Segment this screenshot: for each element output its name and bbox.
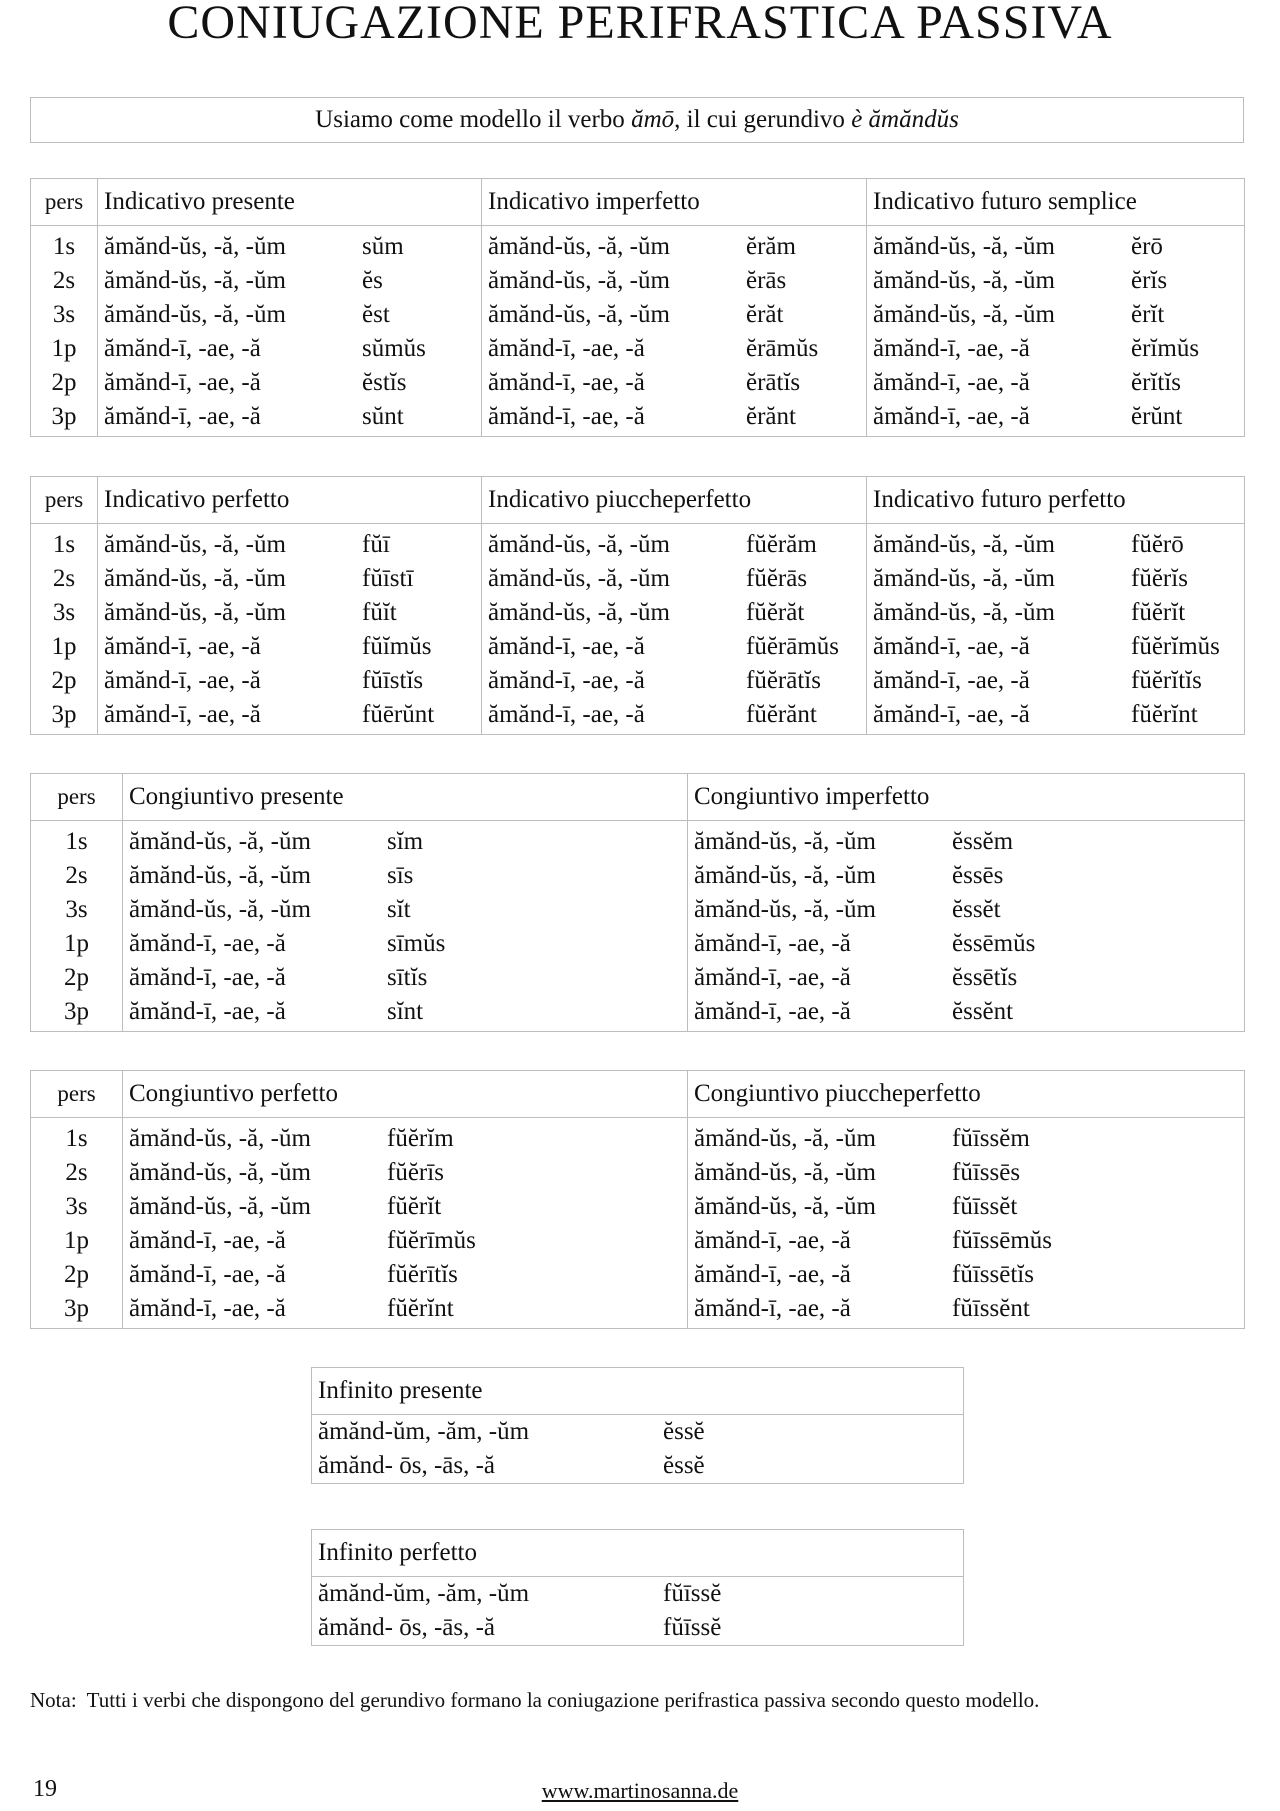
conjugation-row xyxy=(31,226,1245,265)
auxiliary-form: fŭīssēmŭs xyxy=(952,1227,1052,1254)
gerundive-stem: ămănd-ī, -ae, -ă xyxy=(873,369,1030,396)
gerundive-stem: ămănd-ŭs, -ă, -ŭm xyxy=(129,1125,311,1152)
auxiliary-form: fŭīssētĭs xyxy=(952,1261,1034,1288)
pers-header: pers xyxy=(31,774,123,821)
auxiliary-form: fŭĕrō xyxy=(1131,531,1184,558)
intro-text: Usiamo come modello il verbo xyxy=(315,106,632,133)
conjugation-cell xyxy=(98,332,482,366)
gerundive-stem: ămănd-ŭs, -ă, -ŭm xyxy=(873,565,1055,592)
conjugation-row xyxy=(31,1292,1245,1329)
gerundive-stem: ămănd-ī, -ae, -ă xyxy=(129,930,286,957)
auxiliary-form: fŭīssēs xyxy=(952,1159,1021,1186)
gerundive-stem: ămănd-ŭs, -ă, -ŭm xyxy=(873,301,1055,328)
gerundive-stem: ămănd-ī, -ae, -ă xyxy=(873,701,1030,728)
gerundive-stem: ămănd-ŭs, -ă, -ŭm xyxy=(129,1159,311,1186)
conjugation-row xyxy=(31,1258,1245,1292)
conjugation-row xyxy=(31,859,1245,893)
auxiliary-form: fŭī xyxy=(362,531,390,558)
gerundive-stem: ămănd-ŭs, -ă, -ŭm xyxy=(873,531,1055,558)
pers-header: pers xyxy=(31,1071,123,1118)
conjugation-cell xyxy=(98,562,482,596)
gerundive-stem: ămănd-ŭs, -ă, -ŭm xyxy=(488,599,670,626)
conjugation-cell xyxy=(482,524,867,563)
subjunctive-table-2 xyxy=(30,1070,1245,1329)
person-label: 2p xyxy=(31,1258,123,1292)
infinitive-row xyxy=(312,1611,964,1646)
conjugation-row xyxy=(31,961,1245,995)
conjugation-row xyxy=(31,1190,1245,1224)
person-label: 3s xyxy=(31,596,98,630)
auxiliary-form: fŭērŭnt xyxy=(362,701,435,728)
person-label: 3p xyxy=(31,1292,123,1329)
gerundive-stem: ămănd-ŭs, -ă, -ŭm xyxy=(694,828,876,855)
gerundive-stem: ămănd-ī, -ae, -ă xyxy=(694,1261,851,1288)
tense-heading: Congiuntivo perfetto xyxy=(123,1071,688,1118)
tense-heading: Indicativo perfetto xyxy=(98,477,482,524)
conjugation-row xyxy=(31,995,1245,1032)
conjugation-cell xyxy=(867,596,1245,630)
conjugation-cell xyxy=(123,961,688,995)
intro-box xyxy=(30,97,1244,143)
page-title: CONIUGAZIONE PERIFRASTICA PASSIVA xyxy=(167,0,1113,49)
gerundive-stem: ămănd-ī, -ae, -ă xyxy=(104,403,261,430)
infinitive-aux: fŭīssĕ xyxy=(663,1580,722,1607)
conjugation-cell xyxy=(867,332,1245,366)
gerundive-stem: ămănd-ī, -ae, -ă xyxy=(488,369,645,396)
conjugation-row xyxy=(31,596,1245,630)
conjugation-cell xyxy=(98,366,482,400)
conjugation-cell xyxy=(867,366,1245,400)
conjugation-cell xyxy=(123,1258,688,1292)
gerundive-stem: ămănd-ī, -ae, -ă xyxy=(873,667,1030,694)
conjugation-cell xyxy=(867,226,1245,265)
conjugation-row xyxy=(31,664,1245,698)
conjugation-row xyxy=(31,893,1245,927)
person-label: 1s xyxy=(31,821,123,860)
infinitive-heading: Infinito presente xyxy=(312,1368,964,1415)
gerundive-stem: ămănd-ī, -ae, -ă xyxy=(694,998,851,1025)
auxiliary-form: fŭĕrīs xyxy=(387,1159,444,1186)
website-link[interactable]: www.martinosanna.de xyxy=(541,1778,739,1803)
conjugation-cell xyxy=(867,298,1245,332)
gerundive-stem: ămănd-ŭs, -ă, -ŭm xyxy=(873,599,1055,626)
auxiliary-form: ĕrĭmŭs xyxy=(1131,335,1200,362)
auxiliary-form: fŭĕrĭt xyxy=(387,1193,442,1220)
conjugation-row xyxy=(31,698,1245,735)
conjugation-cell xyxy=(867,524,1245,563)
footnote xyxy=(30,1688,1260,1713)
auxiliary-form: fŭĭt xyxy=(362,599,397,626)
conjugation-cell xyxy=(688,927,1245,961)
gerundive-stem: ămănd-ī, -ae, -ă xyxy=(129,964,286,991)
person-label: 1s xyxy=(31,524,98,563)
infinitive-form: ămănd-ŭm, -ăm, -ŭm xyxy=(318,1580,530,1607)
conjugation-cell xyxy=(688,961,1245,995)
gerundive-stem: ămănd-ŭs, -ă, -ŭm xyxy=(694,896,876,923)
conjugation-cell xyxy=(98,400,482,437)
auxiliary-form: ĕrăm xyxy=(746,233,796,260)
page-number: 19 xyxy=(33,1776,57,1802)
gerundive-stem: ămănd-ī, -ae, -ă xyxy=(104,335,261,362)
gerundive-stem: ămănd-ī, -ae, -ă xyxy=(694,930,851,957)
indicative-table-2 xyxy=(30,476,1245,735)
gerundive-stem: ămănd-ŭs, -ă, -ŭm xyxy=(129,1193,311,1220)
conjugation-row xyxy=(31,927,1245,961)
auxiliary-form: fŭĕrītĭs xyxy=(387,1261,458,1288)
gerundive-stem: ămănd-ī, -ae, -ă xyxy=(873,335,1030,362)
conjugation-cell xyxy=(482,264,867,298)
infinitive-heading: Infinito perfetto xyxy=(312,1530,964,1577)
auxiliary-form: fŭīssĕt xyxy=(952,1193,1018,1220)
conjugation-cell xyxy=(98,226,482,265)
auxiliary-form: ĕssēs xyxy=(952,862,1004,889)
tense-heading: Congiuntivo piuccheperfetto xyxy=(688,1071,1245,1118)
auxiliary-form: fŭīssĕm xyxy=(952,1125,1030,1152)
conjugation-cell xyxy=(123,821,688,860)
person-label: 2p xyxy=(31,664,98,698)
conjugation-cell xyxy=(688,1224,1245,1258)
conjugation-cell xyxy=(123,1118,688,1157)
tense-heading: Indicativo presente xyxy=(98,179,482,226)
tense-heading: Indicativo futuro semplice xyxy=(867,179,1245,226)
gerundive-stem: ămănd-ŭs, -ă, -ŭm xyxy=(488,267,670,294)
conjugation-cell xyxy=(482,366,867,400)
intro-text-middle: , il cui gerundivo xyxy=(674,106,852,133)
note-label: Nota: xyxy=(30,1688,77,1712)
auxiliary-form: ĕssētĭs xyxy=(952,964,1018,991)
conjugation-cell xyxy=(123,995,688,1032)
gerundive-stem: ămănd-ŭs, -ă, -ŭm xyxy=(104,267,286,294)
auxiliary-form: fŭĕrănt xyxy=(746,701,817,728)
infinitive-aux: fŭīssĕ xyxy=(663,1614,722,1641)
gerundive-stem: ămănd-ī, -ae, -ă xyxy=(104,369,261,396)
tense-heading: Indicativo imperfetto xyxy=(482,179,867,226)
person-label: 2p xyxy=(31,366,98,400)
conjugation-cell xyxy=(98,664,482,698)
auxiliary-form: ĕrĭt xyxy=(1131,301,1165,328)
person-label: 3s xyxy=(31,893,123,927)
auxiliary-form: fŭĕrās xyxy=(746,565,808,592)
gerundive-stem: ămănd-ī, -ae, -ă xyxy=(694,1227,851,1254)
conjugation-cell xyxy=(98,630,482,664)
gerundive-stem: ămănd-ŭs, -ă, -ŭm xyxy=(694,1125,876,1152)
gerundive-stem: ămănd-ī, -ae, -ă xyxy=(488,633,645,660)
conjugation-cell xyxy=(482,400,867,437)
gerundive-stem: ămănd-ŭs, -ă, -ŭm xyxy=(104,301,286,328)
conjugation-cell xyxy=(688,1118,1245,1157)
conjugation-cell xyxy=(688,1156,1245,1190)
conjugation-cell xyxy=(867,562,1245,596)
auxiliary-form: ĕrātĭs xyxy=(746,369,801,396)
person-label: 1p xyxy=(31,1224,123,1258)
auxiliary-form: ĕssēmŭs xyxy=(952,930,1036,957)
tense-heading: Congiuntivo presente xyxy=(123,774,688,821)
gerundive-stem: ămănd-ī, -ae, -ă xyxy=(488,335,645,362)
conjugation-cell xyxy=(688,893,1245,927)
conjugation-cell xyxy=(867,698,1245,735)
conjugation-cell xyxy=(482,298,867,332)
conjugation-row xyxy=(31,524,1245,563)
infinitive-row xyxy=(312,1415,964,1450)
conjugation-cell xyxy=(688,821,1245,860)
conjugation-cell xyxy=(867,264,1245,298)
gerundive-stem: ămănd-ŭs, -ă, -ŭm xyxy=(129,896,311,923)
gerundive-stem: ămănd-ŭs, -ă, -ŭm xyxy=(488,301,670,328)
gerundive-stem: ămănd-ī, -ae, -ă xyxy=(104,701,261,728)
auxiliary-form: ĕrĭs xyxy=(1131,267,1168,294)
person-label: 1s xyxy=(31,1118,123,1157)
conjugation-row xyxy=(31,562,1245,596)
person-label: 1p xyxy=(31,927,123,961)
gerundive-stem: ămănd-ŭs, -ă, -ŭm xyxy=(488,565,670,592)
gerundive-stem: ămănd-ŭs, -ă, -ŭm xyxy=(129,828,311,855)
conjugation-row xyxy=(31,298,1245,332)
auxiliary-form: fŭĕrātĭs xyxy=(746,667,821,694)
gerundive-stem: ămănd-ŭs, -ă, -ŭm xyxy=(873,267,1055,294)
auxiliary-form: fŭĭmŭs xyxy=(362,633,432,660)
auxiliary-form: sŭm xyxy=(362,233,404,260)
conjugation-cell xyxy=(688,1190,1245,1224)
auxiliary-form: sīs xyxy=(387,862,414,889)
infinitive-aux: ĕssĕ xyxy=(663,1452,705,1479)
person-label: 3p xyxy=(31,400,98,437)
conjugation-row xyxy=(31,264,1245,298)
conjugation-cell xyxy=(688,859,1245,893)
pers-header: pers xyxy=(31,179,98,226)
auxiliary-form: ĕrāmŭs xyxy=(746,335,819,362)
gerundive-stem: ămănd-ŭs, -ă, -ŭm xyxy=(694,1193,876,1220)
auxiliary-form: ĕssĕm xyxy=(952,828,1014,855)
auxiliary-form: ĕrō xyxy=(1131,233,1163,260)
gerundive-stem: ămănd-ī, -ae, -ă xyxy=(873,403,1030,430)
gerundive-stem: ămănd-ī, -ae, -ă xyxy=(129,1227,286,1254)
auxiliary-form: fŭĕrāmŭs xyxy=(746,633,840,660)
gerundive-stem: ămănd-ī, -ae, -ă xyxy=(104,633,261,660)
auxiliary-form: ĕrĭtĭs xyxy=(1131,369,1181,396)
model-verb: ămō xyxy=(631,106,675,133)
conjugation-cell xyxy=(123,1156,688,1190)
person-label: 3s xyxy=(31,1190,123,1224)
person-label: 2s xyxy=(31,1156,123,1190)
auxiliary-form: fŭĕrĭmŭs xyxy=(1131,633,1220,660)
conjugation-cell xyxy=(867,400,1245,437)
pers-header: pers xyxy=(31,477,98,524)
gerundive-stem: ămănd-ŭs, -ă, -ŭm xyxy=(694,1159,876,1186)
person-label: 3s xyxy=(31,298,98,332)
auxiliary-form: ĕrās xyxy=(746,267,787,294)
gerundive-stem: ămănd-ī, -ae, -ă xyxy=(488,701,645,728)
gerundive-stem: ămănd-ī, -ae, -ă xyxy=(694,1295,851,1322)
auxiliary-form: fŭĕrĭtĭs xyxy=(1131,667,1202,694)
gerundive-stem: ămănd-ŭs, -ă, -ŭm xyxy=(873,233,1055,260)
conjugation-cell xyxy=(482,664,867,698)
gerundive-stem: ămănd-ī, -ae, -ă xyxy=(488,403,645,430)
auxiliary-form: sĭt xyxy=(387,896,411,923)
tense-heading: Indicativo piuccheperfetto xyxy=(482,477,867,524)
auxiliary-form: fŭĕrĭnt xyxy=(387,1295,454,1322)
conjugation-cell xyxy=(123,1190,688,1224)
conjugation-cell xyxy=(688,1292,1245,1329)
conjugation-row xyxy=(31,1156,1245,1190)
person-label: 3p xyxy=(31,698,98,735)
conjugation-cell xyxy=(123,927,688,961)
conjugation-cell xyxy=(482,596,867,630)
conjugation-row xyxy=(31,400,1245,437)
conjugation-cell xyxy=(482,698,867,735)
conjugation-cell xyxy=(482,332,867,366)
conjugation-cell xyxy=(123,1224,688,1258)
auxiliary-form: sītĭs xyxy=(387,964,428,991)
auxiliary-form: ĕssĕnt xyxy=(952,998,1014,1025)
person-label: 3p xyxy=(31,995,123,1032)
conjugation-cell xyxy=(867,664,1245,698)
conjugation-cell xyxy=(98,524,482,563)
infinitive-aux: ĕssĕ xyxy=(663,1418,705,1445)
gerundive-stem: ămănd-ŭs, -ă, -ŭm xyxy=(104,565,286,592)
gerundive-stem: ămănd-ī, -ae, -ă xyxy=(488,667,645,694)
conjugation-cell xyxy=(482,562,867,596)
gerundive-stem: ămănd-ī, -ae, -ă xyxy=(129,1261,286,1288)
infinitive-present-table xyxy=(311,1367,964,1484)
gerundive-stem: ămănd-ŭs, -ă, -ŭm xyxy=(104,599,286,626)
infinitive-form: ămănd- ōs, -ās, -ă xyxy=(318,1452,496,1479)
auxiliary-form: ĕrăt xyxy=(746,301,784,328)
indicative-table-1 xyxy=(30,178,1245,437)
tense-heading: Congiuntivo imperfetto xyxy=(688,774,1245,821)
conjugation-cell xyxy=(482,630,867,664)
auxiliary-form: fŭĕrăt xyxy=(746,599,805,626)
person-label: 2p xyxy=(31,961,123,995)
auxiliary-form: fŭīstī xyxy=(362,565,414,592)
gerundive-stem: ămănd-ŭs, -ă, -ŭm xyxy=(488,233,670,260)
gerundive-stem: ămănd-ī, -ae, -ă xyxy=(129,998,286,1025)
auxiliary-form: sīmŭs xyxy=(387,930,446,957)
conjugation-row xyxy=(31,1118,1245,1157)
tense-heading: Indicativo futuro perfetto xyxy=(867,477,1245,524)
conjugation-row xyxy=(31,366,1245,400)
auxiliary-form: ĕrŭnt xyxy=(1131,403,1183,430)
person-label: 2s xyxy=(31,264,98,298)
conjugation-cell xyxy=(867,630,1245,664)
gerundive-stem: ămănd-ī, -ae, -ă xyxy=(694,964,851,991)
gerundive-stem: ămănd-ŭs, -ă, -ŭm xyxy=(488,531,670,558)
auxiliary-form: sŭmŭs xyxy=(362,335,426,362)
conjugation-cell xyxy=(482,226,867,265)
conjugation-cell xyxy=(123,893,688,927)
auxiliary-form: fŭĕrĭm xyxy=(387,1125,454,1152)
auxiliary-form: ĕstĭs xyxy=(362,369,407,396)
gerundive-form: è ămăndŭs xyxy=(851,106,959,133)
auxiliary-form: fŭĕrăm xyxy=(746,531,817,558)
gerundive-stem: ămănd-ŭs, -ă, -ŭm xyxy=(104,531,286,558)
gerundive-stem: ămănd-ī, -ae, -ă xyxy=(129,1295,286,1322)
person-label: 2s xyxy=(31,562,98,596)
conjugation-cell xyxy=(98,698,482,735)
auxiliary-form: fŭĕrĭt xyxy=(1131,599,1186,626)
auxiliary-form: fŭĕrĭnt xyxy=(1131,701,1198,728)
auxiliary-form: ĕst xyxy=(362,301,390,328)
conjugation-cell xyxy=(688,995,1245,1032)
conjugation-row xyxy=(31,630,1245,664)
gerundive-stem: ămănd-ī, -ae, -ă xyxy=(104,667,261,694)
conjugation-row xyxy=(31,821,1245,860)
person-label: 1s xyxy=(31,226,98,265)
auxiliary-form: sĭnt xyxy=(387,998,424,1025)
auxiliary-form: sŭnt xyxy=(362,403,404,430)
auxiliary-form: fŭĕrīmŭs xyxy=(387,1227,476,1254)
auxiliary-form: ĕssĕt xyxy=(952,896,1001,923)
conjugation-cell xyxy=(98,264,482,298)
auxiliary-form: fŭĕrĭs xyxy=(1131,565,1188,592)
conjugation-cell xyxy=(123,859,688,893)
gerundive-stem: ămănd-ŭs, -ă, -ŭm xyxy=(694,862,876,889)
auxiliary-form: ĕrănt xyxy=(746,403,796,430)
auxiliary-form: sĭm xyxy=(387,828,424,855)
auxiliary-form: fŭīstĭs xyxy=(362,667,424,694)
conjugation-row xyxy=(31,1224,1245,1258)
infinitive-perfect-table xyxy=(311,1529,964,1646)
auxiliary-form: ĕs xyxy=(362,267,383,294)
infinitive-row xyxy=(312,1577,964,1612)
conjugation-row xyxy=(31,332,1245,366)
person-label: 1p xyxy=(31,630,98,664)
note-text: Tutti i verbi che dispongono del gerundivo formano la coniugazione perifrastica passiva secondo questo modello. xyxy=(86,1688,1040,1712)
infinitive-row xyxy=(312,1449,964,1484)
person-label: 2s xyxy=(31,859,123,893)
infinitive-form: ămănd-ŭm, -ăm, -ŭm xyxy=(318,1418,530,1445)
conjugation-cell xyxy=(123,1292,688,1329)
infinitive-form: ămănd- ōs, -ās, -ă xyxy=(318,1614,496,1641)
conjugation-cell xyxy=(98,596,482,630)
conjugation-cell xyxy=(688,1258,1245,1292)
person-label: 1p xyxy=(31,332,98,366)
gerundive-stem: ămănd-ŭs, -ă, -ŭm xyxy=(104,233,286,260)
conjugation-cell xyxy=(98,298,482,332)
subjunctive-table-1 xyxy=(30,773,1245,1032)
gerundive-stem: ămănd-ī, -ae, -ă xyxy=(873,633,1030,660)
auxiliary-form: fŭīssĕnt xyxy=(952,1295,1030,1322)
gerundive-stem: ămănd-ŭs, -ă, -ŭm xyxy=(129,862,311,889)
